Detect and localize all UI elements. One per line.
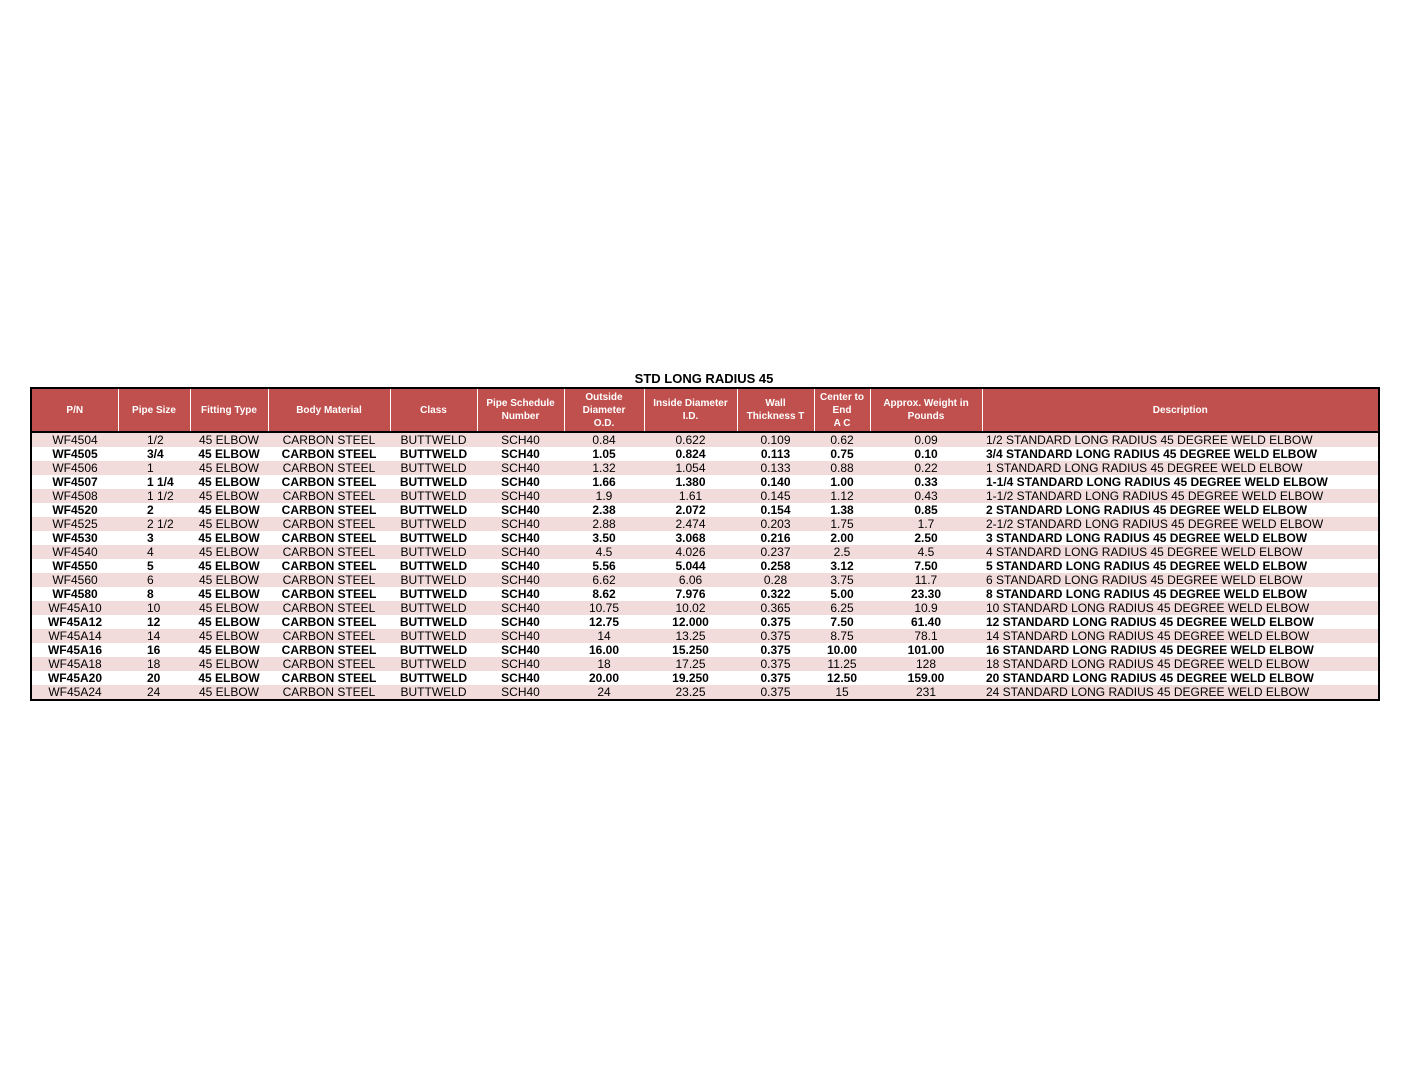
cell-center-to-end: 0.62 [814, 432, 870, 447]
cell-wall-thickness: 0.109 [737, 432, 814, 447]
cell-body-material: CARBON STEEL [268, 629, 390, 643]
cell-pipe-schedule: SCH40 [477, 671, 564, 685]
cell-outside-diameter: 20.00 [564, 671, 644, 685]
header-inside-diameter: Inside Diameter I.D. [644, 388, 737, 432]
cell-wall-thickness: 0.133 [737, 461, 814, 475]
cell-wall-thickness: 0.216 [737, 531, 814, 545]
header-pipe-schedule: Pipe Schedule Number [477, 388, 564, 432]
cell-pipe-size: 10 [118, 601, 190, 615]
cell-pn: WF4507 [31, 475, 118, 489]
cell-weight: 0.33 [870, 475, 982, 489]
cell-pipe-schedule: SCH40 [477, 517, 564, 531]
cell-outside-diameter: 1.9 [564, 489, 644, 503]
table-row [31, 545, 1379, 559]
cell-inside-diameter: 13.25 [644, 629, 737, 643]
header-description: Description [982, 388, 1379, 432]
cell-body-material: CARBON STEEL [268, 587, 390, 601]
cell-class: BUTTWELD [390, 545, 477, 559]
table-row [31, 489, 1379, 503]
table-row [31, 503, 1379, 517]
cell-center-to-end: 3.12 [814, 559, 870, 573]
cell-fitting-type: 45 ELBOW [190, 432, 268, 447]
cell-pipe-schedule: SCH40 [477, 573, 564, 587]
cell-pipe-size: 12 [118, 615, 190, 629]
cell-pn: WF45A24 [31, 685, 118, 700]
cell-outside-diameter: 14 [564, 629, 644, 643]
table-row [31, 685, 1379, 700]
cell-class: BUTTWELD [390, 447, 477, 461]
cell-class: BUTTWELD [390, 573, 477, 587]
cell-description: 6 STANDARD LONG RADIUS 45 DEGREE WELD ELBOW [982, 573, 1379, 587]
cell-class: BUTTWELD [390, 475, 477, 489]
cell-wall-thickness: 0.203 [737, 517, 814, 531]
cell-center-to-end: 1.12 [814, 489, 870, 503]
cell-class: BUTTWELD [390, 587, 477, 601]
table-body [31, 432, 1379, 700]
cell-outside-diameter: 3.50 [564, 531, 644, 545]
header-wall-thickness: Wall Thickness T [737, 388, 814, 432]
cell-pn: WF4580 [31, 587, 118, 601]
pipe-fittings-table [30, 387, 1380, 701]
cell-class: BUTTWELD [390, 559, 477, 573]
cell-body-material: CARBON STEEL [268, 461, 390, 475]
cell-description: 2-1/2 STANDARD LONG RADIUS 45 DEGREE WELD ELBOW [982, 517, 1379, 531]
cell-pipe-size: 2 1/2 [118, 517, 190, 531]
cell-body-material: CARBON STEEL [268, 573, 390, 587]
cell-pipe-size: 4 [118, 545, 190, 559]
cell-pipe-schedule: SCH40 [477, 475, 564, 489]
cell-body-material: CARBON STEEL [268, 671, 390, 685]
cell-description: 3 STANDARD LONG RADIUS 45 DEGREE WELD ELBOW [982, 531, 1379, 545]
cell-body-material: CARBON STEEL [268, 657, 390, 671]
table-row [31, 461, 1379, 475]
cell-pn: WF45A14 [31, 629, 118, 643]
cell-center-to-end: 11.25 [814, 657, 870, 671]
cell-weight: 61.40 [870, 615, 982, 629]
table-row [31, 531, 1379, 545]
cell-pipe-size: 1/2 [118, 432, 190, 447]
cell-pipe-size: 16 [118, 643, 190, 657]
cell-inside-diameter: 7.976 [644, 587, 737, 601]
cell-body-material: CARBON STEEL [268, 447, 390, 461]
cell-weight: 23.30 [870, 587, 982, 601]
table-row [31, 573, 1379, 587]
cell-outside-diameter: 2.38 [564, 503, 644, 517]
cell-pipe-size: 3 [118, 531, 190, 545]
cell-class: BUTTWELD [390, 432, 477, 447]
cell-pipe-schedule: SCH40 [477, 587, 564, 601]
cell-class: BUTTWELD [390, 657, 477, 671]
cell-pn: WF45A20 [31, 671, 118, 685]
table-row [31, 432, 1379, 447]
cell-description: 1-1/2 STANDARD LONG RADIUS 45 DEGREE WELD ELBOW [982, 489, 1379, 503]
cell-body-material: CARBON STEEL [268, 517, 390, 531]
cell-fitting-type: 45 ELBOW [190, 573, 268, 587]
cell-center-to-end: 1.00 [814, 475, 870, 489]
cell-pipe-schedule: SCH40 [477, 685, 564, 700]
cell-description: 1/2 STANDARD LONG RADIUS 45 DEGREE WELD ELBOW [982, 432, 1379, 447]
cell-inside-diameter: 23.25 [644, 685, 737, 700]
cell-pipe-schedule: SCH40 [477, 601, 564, 615]
cell-center-to-end: 1.75 [814, 517, 870, 531]
cell-class: BUTTWELD [390, 671, 477, 685]
cell-outside-diameter: 12.75 [564, 615, 644, 629]
cell-pipe-schedule: SCH40 [477, 531, 564, 545]
table-row [31, 615, 1379, 629]
cell-pipe-size: 1 [118, 461, 190, 475]
cell-pipe-size: 1 1/2 [118, 489, 190, 503]
cell-center-to-end: 8.75 [814, 629, 870, 643]
cell-pipe-size: 14 [118, 629, 190, 643]
cell-pn: WF4530 [31, 531, 118, 545]
cell-center-to-end: 6.25 [814, 601, 870, 615]
cell-inside-diameter: 1.054 [644, 461, 737, 475]
cell-outside-diameter: 2.88 [564, 517, 644, 531]
cell-inside-diameter: 5.044 [644, 559, 737, 573]
cell-outside-diameter: 1.66 [564, 475, 644, 489]
cell-pn: WF4550 [31, 559, 118, 573]
table-row [31, 447, 1379, 461]
cell-pipe-schedule: SCH40 [477, 615, 564, 629]
cell-outside-diameter: 24 [564, 685, 644, 700]
cell-inside-diameter: 2.072 [644, 503, 737, 517]
cell-fitting-type: 45 ELBOW [190, 601, 268, 615]
cell-inside-diameter: 3.068 [644, 531, 737, 545]
cell-body-material: CARBON STEEL [268, 432, 390, 447]
cell-pipe-size: 8 [118, 587, 190, 601]
cell-fitting-type: 45 ELBOW [190, 615, 268, 629]
cell-body-material: CARBON STEEL [268, 643, 390, 657]
cell-body-material: CARBON STEEL [268, 615, 390, 629]
cell-outside-diameter: 16.00 [564, 643, 644, 657]
cell-center-to-end: 0.75 [814, 447, 870, 461]
cell-pn: WF4525 [31, 517, 118, 531]
cell-wall-thickness: 0.113 [737, 447, 814, 461]
cell-wall-thickness: 0.322 [737, 587, 814, 601]
cell-center-to-end: 7.50 [814, 615, 870, 629]
cell-fitting-type: 45 ELBOW [190, 517, 268, 531]
cell-class: BUTTWELD [390, 489, 477, 503]
cell-class: BUTTWELD [390, 531, 477, 545]
cell-outside-diameter: 1.05 [564, 447, 644, 461]
cell-wall-thickness: 0.375 [737, 657, 814, 671]
cell-fitting-type: 45 ELBOW [190, 643, 268, 657]
cell-pn: WF4505 [31, 447, 118, 461]
cell-wall-thickness: 0.375 [737, 629, 814, 643]
cell-weight: 0.10 [870, 447, 982, 461]
cell-pipe-size: 6 [118, 573, 190, 587]
header-fitting-type: Fitting Type [190, 388, 268, 432]
cell-pipe-schedule: SCH40 [477, 629, 564, 643]
cell-pipe-schedule: SCH40 [477, 447, 564, 461]
table-row [31, 475, 1379, 489]
cell-outside-diameter: 0.84 [564, 432, 644, 447]
header-body-material: Body Material [268, 388, 390, 432]
cell-outside-diameter: 4.5 [564, 545, 644, 559]
cell-class: BUTTWELD [390, 643, 477, 657]
cell-body-material: CARBON STEEL [268, 559, 390, 573]
cell-description: 18 STANDARD LONG RADIUS 45 DEGREE WELD ELBOW [982, 657, 1379, 671]
cell-pipe-schedule: SCH40 [477, 545, 564, 559]
cell-weight: 0.22 [870, 461, 982, 475]
cell-class: BUTTWELD [390, 685, 477, 700]
cell-pn: WF4508 [31, 489, 118, 503]
cell-weight: 231 [870, 685, 982, 700]
cell-description: 16 STANDARD LONG RADIUS 45 DEGREE WELD ELBOW [982, 643, 1379, 657]
cell-pn: WF4506 [31, 461, 118, 475]
cell-pipe-size: 3/4 [118, 447, 190, 461]
cell-fitting-type: 45 ELBOW [190, 657, 268, 671]
cell-outside-diameter: 18 [564, 657, 644, 671]
cell-pipe-size: 1 1/4 [118, 475, 190, 489]
table-row [31, 587, 1379, 601]
cell-weight: 128 [870, 657, 982, 671]
cell-weight: 11.7 [870, 573, 982, 587]
cell-pipe-size: 2 [118, 503, 190, 517]
cell-outside-diameter: 6.62 [564, 573, 644, 587]
cell-fitting-type: 45 ELBOW [190, 559, 268, 573]
cell-weight: 0.85 [870, 503, 982, 517]
cell-fitting-type: 45 ELBOW [190, 685, 268, 700]
cell-inside-diameter: 15.250 [644, 643, 737, 657]
cell-wall-thickness: 0.375 [737, 643, 814, 657]
header-row [31, 388, 1379, 432]
cell-center-to-end: 1.38 [814, 503, 870, 517]
cell-weight: 4.5 [870, 545, 982, 559]
cell-pipe-size: 20 [118, 671, 190, 685]
cell-inside-diameter: 12.000 [644, 615, 737, 629]
cell-fitting-type: 45 ELBOW [190, 461, 268, 475]
cell-weight: 7.50 [870, 559, 982, 573]
cell-fitting-type: 45 ELBOW [190, 545, 268, 559]
cell-wall-thickness: 0.375 [737, 685, 814, 700]
cell-description: 5 STANDARD LONG RADIUS 45 DEGREE WELD ELBOW [982, 559, 1379, 573]
cell-pn: WF45A12 [31, 615, 118, 629]
cell-center-to-end: 0.88 [814, 461, 870, 475]
cell-description: 20 STANDARD LONG RADIUS 45 DEGREE WELD ELBOW [982, 671, 1379, 685]
cell-fitting-type: 45 ELBOW [190, 475, 268, 489]
table-row [31, 517, 1379, 531]
cell-inside-diameter: 1.380 [644, 475, 737, 489]
cell-body-material: CARBON STEEL [268, 545, 390, 559]
cell-inside-diameter: 4.026 [644, 545, 737, 559]
cell-center-to-end: 10.00 [814, 643, 870, 657]
cell-fitting-type: 45 ELBOW [190, 671, 268, 685]
header-pn: P/N [31, 388, 118, 432]
cell-pn: WF4520 [31, 503, 118, 517]
cell-fitting-type: 45 ELBOW [190, 489, 268, 503]
cell-outside-diameter: 10.75 [564, 601, 644, 615]
cell-inside-diameter: 6.06 [644, 573, 737, 587]
table-title: STD LONG RADIUS 45 [634, 371, 774, 386]
cell-class: BUTTWELD [390, 461, 477, 475]
cell-wall-thickness: 0.237 [737, 545, 814, 559]
cell-center-to-end: 12.50 [814, 671, 870, 685]
cell-wall-thickness: 0.145 [737, 489, 814, 503]
cell-description: 1 STANDARD LONG RADIUS 45 DEGREE WELD ELBOW [982, 461, 1379, 475]
cell-inside-diameter: 2.474 [644, 517, 737, 531]
cell-wall-thickness: 0.375 [737, 671, 814, 685]
cell-description: 2 STANDARD LONG RADIUS 45 DEGREE WELD ELBOW [982, 503, 1379, 517]
table-row [31, 629, 1379, 643]
cell-center-to-end: 5.00 [814, 587, 870, 601]
header-pipe-size: Pipe Size [118, 388, 190, 432]
cell-fitting-type: 45 ELBOW [190, 531, 268, 545]
cell-description: 8 STANDARD LONG RADIUS 45 DEGREE WELD ELBOW [982, 587, 1379, 601]
cell-weight: 0.43 [870, 489, 982, 503]
cell-weight: 78.1 [870, 629, 982, 643]
cell-pipe-schedule: SCH40 [477, 461, 564, 475]
cell-pipe-size: 24 [118, 685, 190, 700]
cell-pipe-schedule: SCH40 [477, 489, 564, 503]
cell-description: 4 STANDARD LONG RADIUS 45 DEGREE WELD ELBOW [982, 545, 1379, 559]
cell-weight: 101.00 [870, 643, 982, 657]
header-class: Class [390, 388, 477, 432]
cell-pipe-schedule: SCH40 [477, 503, 564, 517]
table-row [31, 559, 1379, 573]
cell-class: BUTTWELD [390, 517, 477, 531]
cell-weight: 1.7 [870, 517, 982, 531]
cell-body-material: CARBON STEEL [268, 489, 390, 503]
cell-pn: WF4560 [31, 573, 118, 587]
cell-inside-diameter: 10.02 [644, 601, 737, 615]
cell-body-material: CARBON STEEL [268, 503, 390, 517]
cell-description: 10 STANDARD LONG RADIUS 45 DEGREE WELD ELBOW [982, 601, 1379, 615]
cell-wall-thickness: 0.28 [737, 573, 814, 587]
table-row [31, 671, 1379, 685]
cell-description: 24 STANDARD LONG RADIUS 45 DEGREE WELD ELBOW [982, 685, 1379, 700]
cell-fitting-type: 45 ELBOW [190, 503, 268, 517]
cell-weight: 2.50 [870, 531, 982, 545]
cell-body-material: CARBON STEEL [268, 601, 390, 615]
cell-pn: WF45A16 [31, 643, 118, 657]
cell-pn: WF4540 [31, 545, 118, 559]
cell-inside-diameter: 1.61 [644, 489, 737, 503]
cell-pipe-size: 18 [118, 657, 190, 671]
cell-wall-thickness: 0.365 [737, 601, 814, 615]
table-row [31, 643, 1379, 657]
cell-center-to-end: 3.75 [814, 573, 870, 587]
cell-body-material: CARBON STEEL [268, 531, 390, 545]
cell-class: BUTTWELD [390, 503, 477, 517]
cell-weight: 159.00 [870, 671, 982, 685]
cell-outside-diameter: 5.56 [564, 559, 644, 573]
cell-outside-diameter: 1.32 [564, 461, 644, 475]
cell-inside-diameter: 0.622 [644, 432, 737, 447]
cell-wall-thickness: 0.258 [737, 559, 814, 573]
table-row [31, 657, 1379, 671]
cell-inside-diameter: 19.250 [644, 671, 737, 685]
cell-wall-thickness: 0.375 [737, 615, 814, 629]
cell-description: 1-1/4 STANDARD LONG RADIUS 45 DEGREE WELD ELBOW [982, 475, 1379, 489]
cell-class: BUTTWELD [390, 601, 477, 615]
cell-pn: WF45A10 [31, 601, 118, 615]
cell-weight: 0.09 [870, 432, 982, 447]
header-weight: Approx. Weight in Pounds [870, 388, 982, 432]
cell-fitting-type: 45 ELBOW [190, 587, 268, 601]
cell-description: 3/4 STANDARD LONG RADIUS 45 DEGREE WELD ELBOW [982, 447, 1379, 461]
cell-body-material: CARBON STEEL [268, 475, 390, 489]
cell-pipe-schedule: SCH40 [477, 432, 564, 447]
cell-pn: WF45A18 [31, 657, 118, 671]
cell-center-to-end: 2.00 [814, 531, 870, 545]
cell-weight: 10.9 [870, 601, 982, 615]
cell-description: 12 STANDARD LONG RADIUS 45 DEGREE WELD ELBOW [982, 615, 1379, 629]
cell-body-material: CARBON STEEL [268, 685, 390, 700]
cell-outside-diameter: 8.62 [564, 587, 644, 601]
cell-pipe-schedule: SCH40 [477, 643, 564, 657]
cell-pn: WF4504 [31, 432, 118, 447]
cell-center-to-end: 15 [814, 685, 870, 700]
cell-class: BUTTWELD [390, 615, 477, 629]
cell-wall-thickness: 0.140 [737, 475, 814, 489]
cell-description: 14 STANDARD LONG RADIUS 45 DEGREE WELD ELBOW [982, 629, 1379, 643]
cell-center-to-end: 2.5 [814, 545, 870, 559]
cell-pipe-size: 5 [118, 559, 190, 573]
cell-pipe-schedule: SCH40 [477, 657, 564, 671]
header-outside-diameter: Outside Diameter O.D. [564, 388, 644, 432]
header-center-to-end: Center to End A C [814, 388, 870, 432]
cell-fitting-type: 45 ELBOW [190, 629, 268, 643]
cell-wall-thickness: 0.154 [737, 503, 814, 517]
cell-class: BUTTWELD [390, 629, 477, 643]
cell-pipe-schedule: SCH40 [477, 559, 564, 573]
cell-fitting-type: 45 ELBOW [190, 447, 268, 461]
cell-inside-diameter: 0.824 [644, 447, 737, 461]
cell-inside-diameter: 17.25 [644, 657, 737, 671]
table-row [31, 601, 1379, 615]
